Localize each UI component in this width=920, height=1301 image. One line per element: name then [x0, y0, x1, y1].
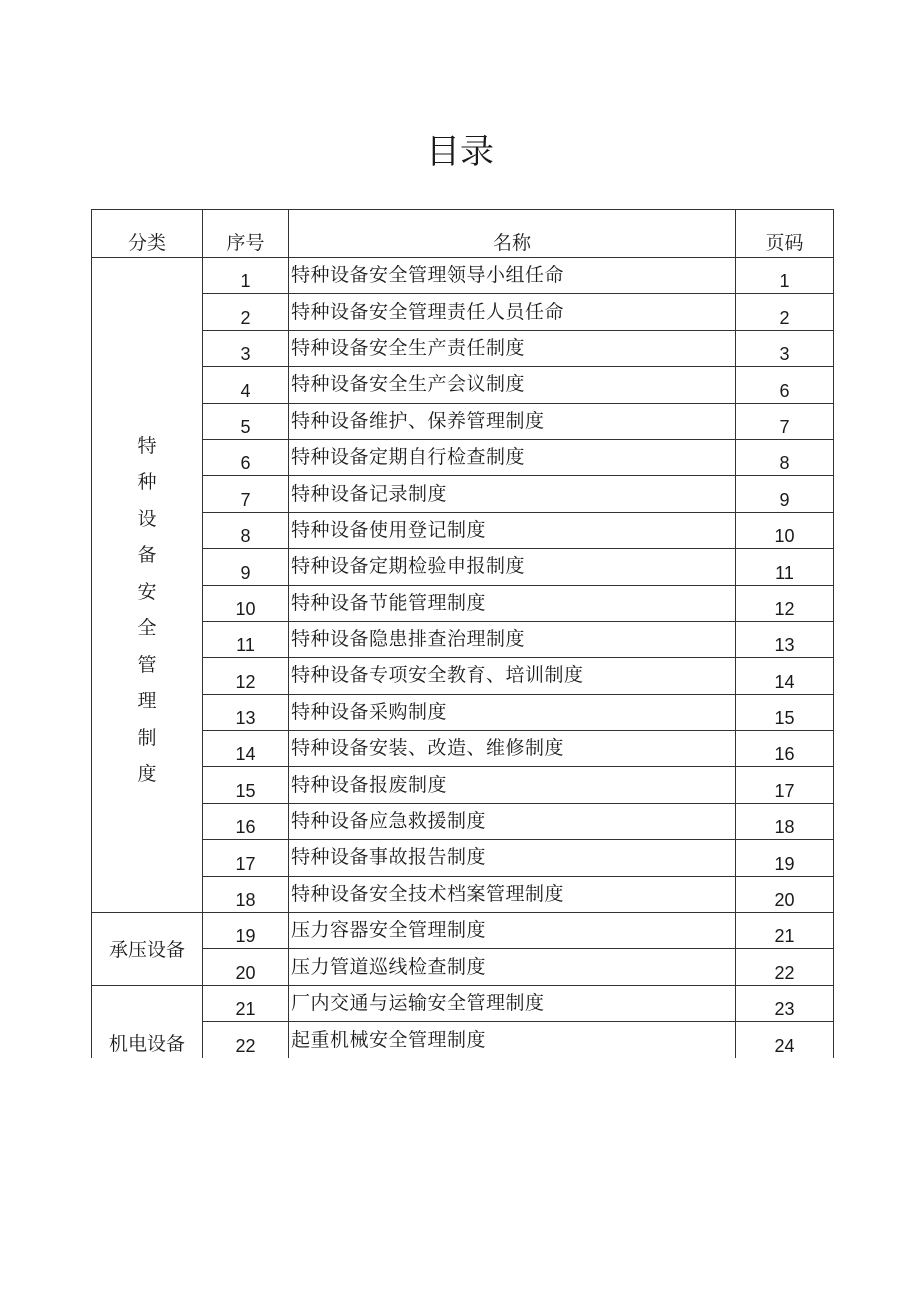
toc-table [91, 209, 834, 1058]
category-cell-pressure-equipment [92, 913, 203, 986]
name-cell: 特种设备专项安全教育、培训制度 [289, 658, 736, 694]
page-cell: 21 [736, 913, 834, 949]
header-page: 页码 [736, 210, 834, 258]
name-cell: 特种设备采购制度 [289, 694, 736, 730]
table-row [92, 330, 834, 366]
header-seq: 序号 [203, 210, 289, 258]
table-row [92, 621, 834, 657]
table-row [92, 949, 834, 985]
seq-cell: 17 [203, 840, 289, 876]
category-cell-electromechanical-equipment [92, 985, 203, 1058]
page-title: 目录 [426, 132, 494, 172]
seq-cell: 19 [203, 913, 289, 949]
seq-cell: 6 [203, 439, 289, 475]
name-cell: 特种设备安全管理领导小组任命 [289, 258, 736, 294]
name-cell: 特种设备使用登记制度 [289, 512, 736, 548]
table-row [92, 985, 834, 1021]
category-label: 机电设备 [108, 1033, 185, 1056]
name-cell: 特种设备隐患排查治理制度 [289, 621, 736, 657]
name-cell: 特种设备定期检验申报制度 [289, 549, 736, 585]
page-cell: 11 [736, 549, 834, 585]
seq-cell: 18 [203, 876, 289, 912]
seq-cell: 21 [203, 985, 289, 1021]
page-cell: 12 [736, 585, 834, 621]
name-cell: 特种设备安全管理责任人员任命 [289, 294, 736, 330]
table-row [92, 549, 834, 585]
page-cell: 14 [736, 658, 834, 694]
name-cell: 特种设备安装、改造、维修制度 [289, 731, 736, 767]
page-cell: 20 [736, 876, 834, 912]
page-cell: 23 [736, 985, 834, 1021]
page-cell: 15 [736, 694, 834, 730]
table-header-row [92, 210, 834, 258]
table-row [92, 876, 834, 912]
name-cell: 特种设备事故报告制度 [289, 840, 736, 876]
seq-cell: 2 [203, 294, 289, 330]
table-row [92, 658, 834, 694]
table-row [92, 258, 834, 294]
page-cell: 17 [736, 767, 834, 803]
name-cell: 压力管道巡线检查制度 [289, 949, 736, 985]
page-cell: 13 [736, 621, 834, 657]
table-row [92, 294, 834, 330]
header-name: 名称 [289, 210, 736, 258]
table-row [92, 585, 834, 621]
category-label: 特种设备安全管理制度 [137, 434, 157, 786]
name-cell: 特种设备节能管理制度 [289, 585, 736, 621]
table-row [92, 731, 834, 767]
seq-cell: 13 [203, 694, 289, 730]
page-cell: 2 [736, 294, 834, 330]
category-cell-special-equipment [92, 258, 203, 913]
name-cell: 特种设备安全技术档案管理制度 [289, 876, 736, 912]
name-cell: 特种设备安全生产责任制度 [289, 330, 736, 366]
table-row [92, 1022, 834, 1058]
seq-cell: 1 [203, 258, 289, 294]
name-cell: 特种设备安全生产会议制度 [289, 367, 736, 403]
page-cell: 7 [736, 403, 834, 439]
table-row [92, 840, 834, 876]
name-cell: 特种设备记录制度 [289, 476, 736, 512]
page-cell: 9 [736, 476, 834, 512]
table-row [92, 694, 834, 730]
page-cell: 3 [736, 330, 834, 366]
seq-cell: 11 [203, 621, 289, 657]
page-cell: 19 [736, 840, 834, 876]
seq-cell: 16 [203, 803, 289, 839]
header-category: 分类 [92, 210, 203, 258]
table-row [92, 803, 834, 839]
name-cell: 特种设备维护、保养管理制度 [289, 403, 736, 439]
page-cell: 16 [736, 731, 834, 767]
seq-cell: 22 [203, 1022, 289, 1058]
table-row [92, 476, 834, 512]
seq-cell: 10 [203, 585, 289, 621]
page-cell: 18 [736, 803, 834, 839]
page-cell: 1 [736, 258, 834, 294]
name-cell: 特种设备报废制度 [289, 767, 736, 803]
name-cell: 特种设备定期自行检查制度 [289, 439, 736, 475]
page-cell: 22 [736, 949, 834, 985]
page-cell: 6 [736, 367, 834, 403]
page-cell: 10 [736, 512, 834, 548]
seq-cell: 9 [203, 549, 289, 585]
category-label: 承压设备 [108, 939, 185, 962]
seq-cell: 4 [203, 367, 289, 403]
toc-body [92, 258, 834, 1059]
seq-cell: 7 [203, 476, 289, 512]
page-cell: 8 [736, 439, 834, 475]
name-cell: 起重机械安全管理制度 [289, 1022, 736, 1058]
table-row [92, 512, 834, 548]
seq-cell: 14 [203, 731, 289, 767]
name-cell: 压力容器安全管理制度 [289, 913, 736, 949]
seq-cell: 3 [203, 330, 289, 366]
name-cell: 厂内交通与运输安全管理制度 [289, 985, 736, 1021]
seq-cell: 5 [203, 403, 289, 439]
seq-cell: 8 [203, 512, 289, 548]
table-row [92, 403, 834, 439]
name-cell: 特种设备应急救援制度 [289, 803, 736, 839]
seq-cell: 12 [203, 658, 289, 694]
table-row [92, 367, 834, 403]
table-row [92, 913, 834, 949]
table-row [92, 767, 834, 803]
seq-cell: 15 [203, 767, 289, 803]
table-row [92, 439, 834, 475]
page-cell: 24 [736, 1022, 834, 1058]
seq-cell: 20 [203, 949, 289, 985]
